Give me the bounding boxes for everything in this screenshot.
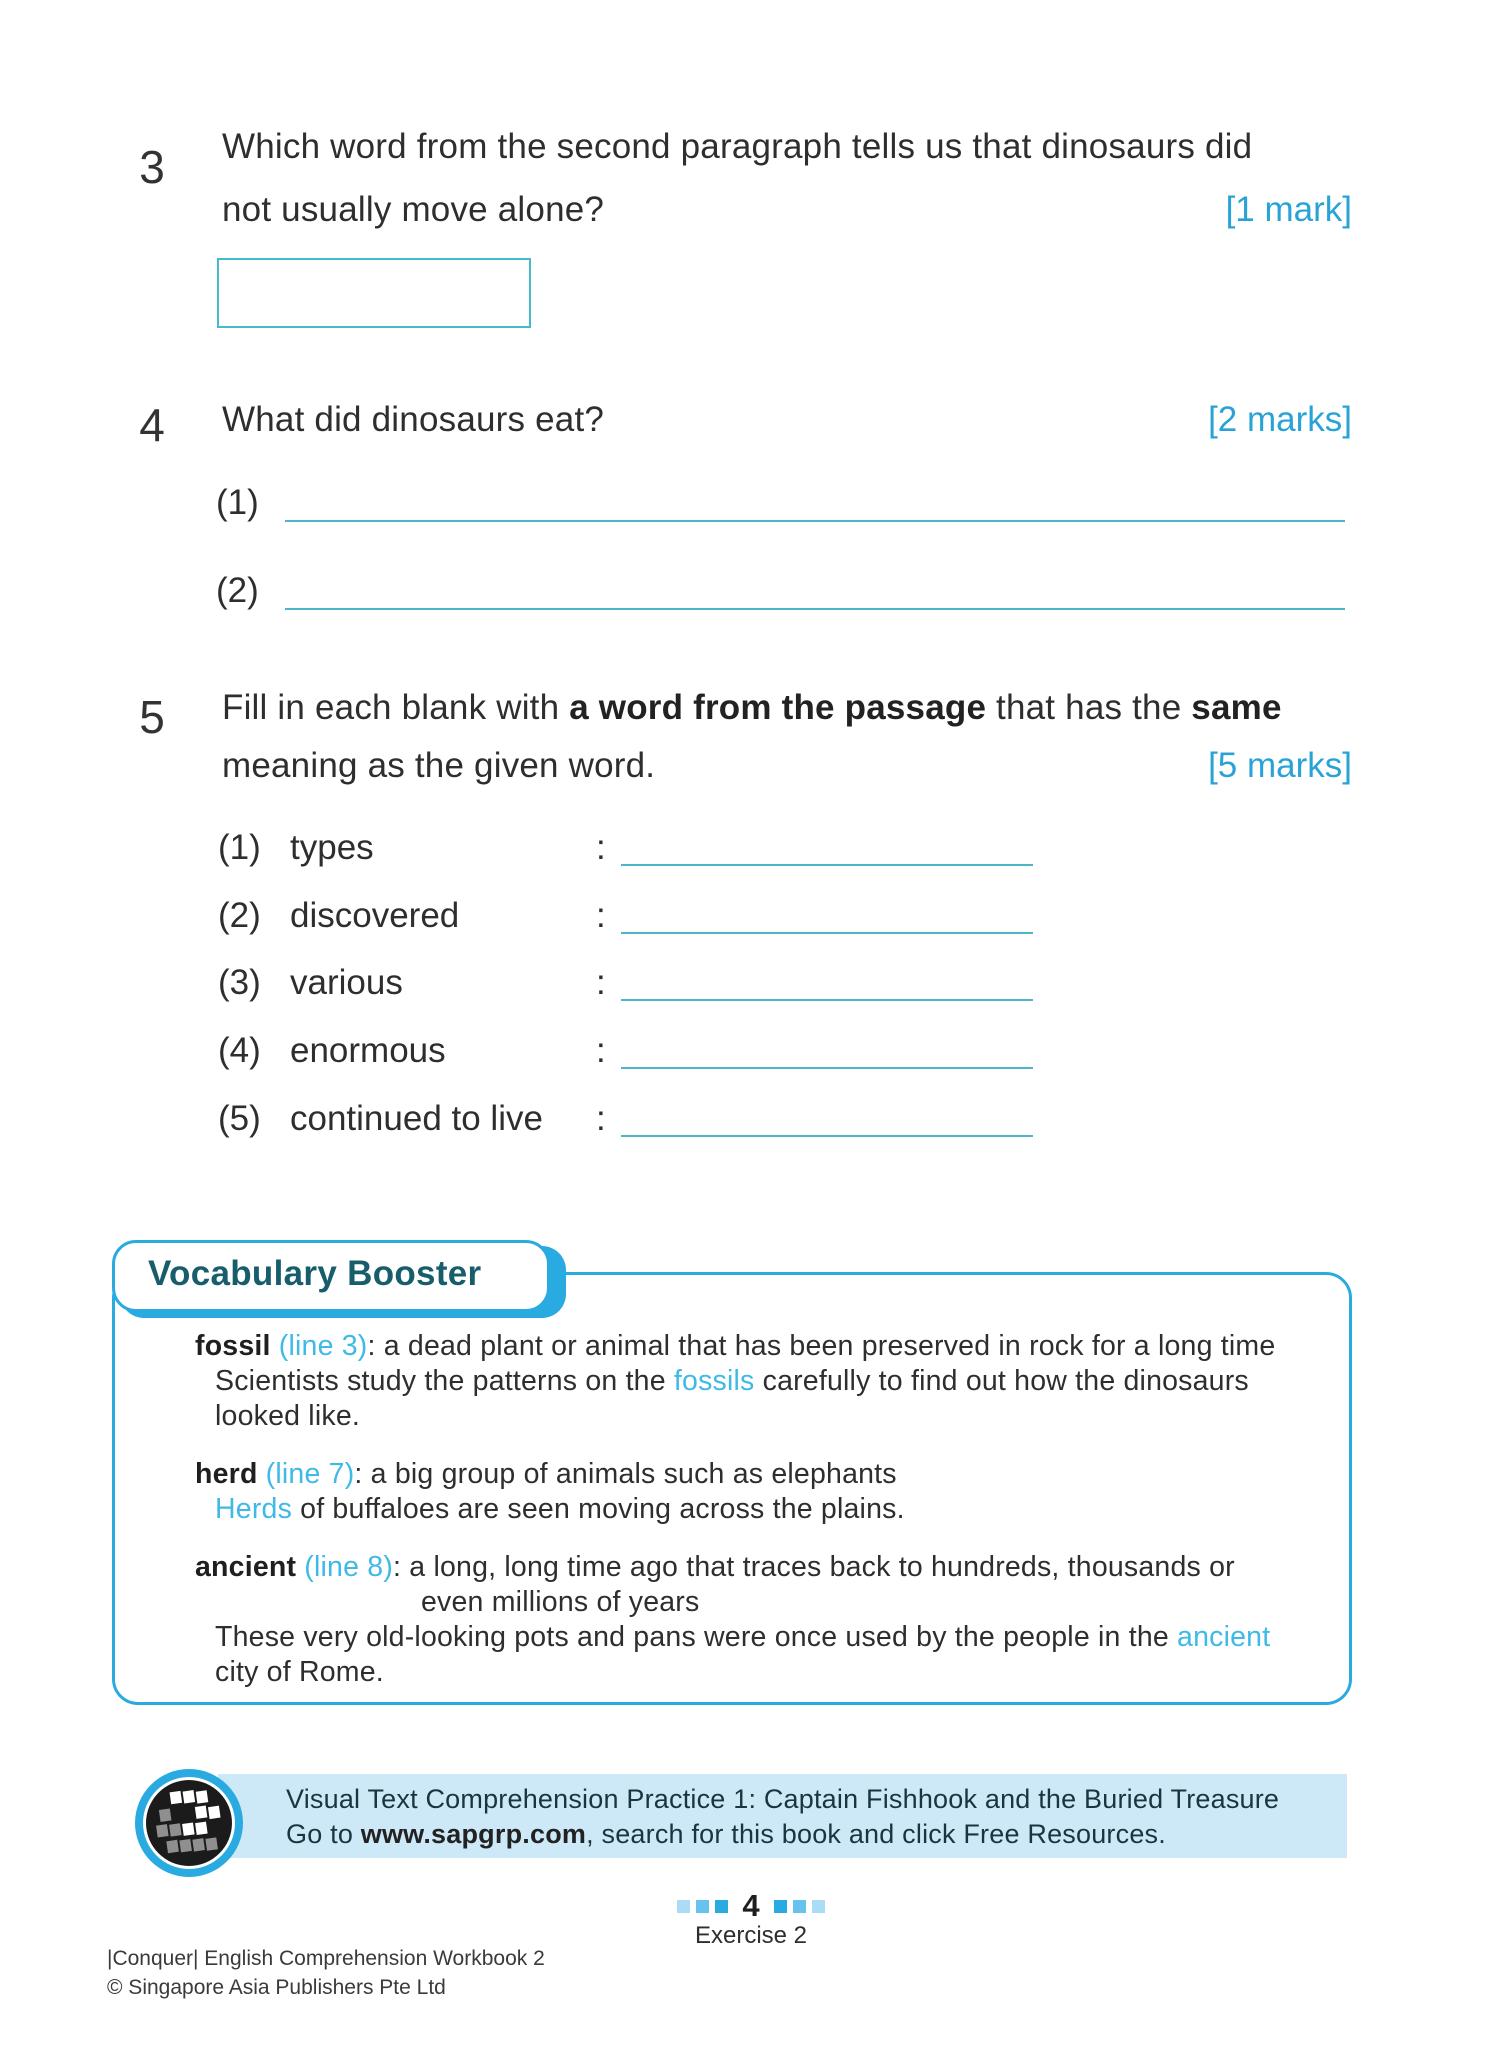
answer-line[interactable]: [285, 480, 1345, 522]
page-marker-square: [774, 1900, 787, 1913]
item-label: (5): [218, 1099, 261, 1138]
answer-line[interactable]: [621, 999, 1033, 1001]
question-3-marks: [1 mark]: [1225, 190, 1352, 229]
banner-line1: Visual Text Comprehension Practice 1: Captain Fishhook and the Buried Treasure: [286, 1784, 1280, 1814]
question-number: 5: [139, 691, 165, 743]
copyright: © Singapore Asia Publishers Pte Ltd: [107, 1976, 446, 1999]
page-marker-square: [812, 1900, 825, 1913]
answer-box[interactable]: [217, 258, 531, 328]
book-title: |Conquer| English Comprehension Workbook 2: [107, 1947, 545, 1970]
bold-text-segment: a word from the passage: [569, 688, 987, 727]
blank-label: (1): [216, 483, 259, 522]
item-label: (4): [218, 1031, 261, 1070]
vocab-word: herd: [195, 1458, 258, 1490]
vocab-word: fossil: [195, 1330, 271, 1362]
item-word: continued to live: [290, 1099, 543, 1138]
highlighted-word: fossils: [673, 1365, 755, 1397]
vocabulary-booster-title: Vocabulary Booster: [148, 1254, 482, 1293]
item-colon: :: [596, 828, 606, 867]
text-segment: that has the: [986, 688, 1192, 727]
item-label: (1): [218, 828, 261, 867]
text-segment: :: [393, 1551, 410, 1583]
definition-text: a long, long time ago that traces back to hundreds, thousands or: [409, 1551, 1235, 1583]
question-3-star-badge: [98, 108, 206, 216]
item-colon: :: [596, 963, 606, 1002]
text-segment: Fill in each blank with: [222, 688, 570, 727]
text-segment: These very old-looking pots and pans were once used by the people in the: [215, 1621, 1178, 1653]
highlighted-word: ancient: [1177, 1621, 1271, 1653]
line-reference: (line 3): [270, 1330, 368, 1362]
answer-line[interactable]: [621, 864, 1033, 866]
page-indicator: [601, 1888, 901, 1924]
vocab-entry-definition: [195, 1330, 1275, 1363]
question-5-star-badge: [98, 658, 206, 766]
sap-resources-icon: [134, 1768, 244, 1878]
vocab-example: [215, 1493, 905, 1526]
text-segment: of buffaloes are seen moving across the plains.: [292, 1493, 905, 1525]
page-marker-square: [715, 1900, 728, 1913]
blank-label: (2): [216, 571, 259, 610]
question-4-title: What did dinosaurs eat?: [222, 400, 605, 439]
question-number: 4: [139, 399, 165, 451]
definition-text: a dead plant or animal that has been preserved in rock for a long time: [383, 1330, 1276, 1362]
vocab-example: looked like.: [215, 1400, 360, 1432]
vocab-entry-definition: [195, 1551, 1235, 1584]
banner-line2: [286, 1819, 1166, 1850]
definition-text-line2: even millions of years: [421, 1586, 700, 1618]
website-link[interactable]: www.sapgrp.com: [360, 1819, 587, 1849]
text-segment: carefully to find out how the dinosaurs: [754, 1365, 1249, 1397]
item-word: enormous: [290, 1031, 446, 1070]
vocab-entry-definition: [195, 1458, 897, 1491]
text-segment: , search for this book and click Free Resources.: [586, 1819, 1166, 1849]
item-word: various: [290, 963, 403, 1002]
vocab-example: [215, 1365, 1249, 1398]
line-reference: (line 7): [257, 1458, 355, 1490]
item-colon: :: [596, 1031, 606, 1070]
page-number: 4: [742, 1888, 760, 1923]
question-5-marks: [5 marks]: [1208, 746, 1352, 785]
item-word: discovered: [290, 896, 460, 935]
text-segment: Scientists study the patterns on the: [215, 1365, 674, 1397]
page-marker-square: [696, 1900, 709, 1913]
text-segment: Go to: [286, 1819, 361, 1849]
question-5-text-line2: meaning as the given word.: [222, 746, 656, 785]
vocab-example: city of Rome.: [215, 1656, 384, 1688]
item-label: (3): [218, 963, 261, 1002]
answer-line[interactable]: [285, 568, 1345, 610]
answer-line[interactable]: [621, 1067, 1033, 1069]
answer-line[interactable]: [621, 1135, 1033, 1137]
question-number: 3: [139, 141, 165, 193]
page-marker-square: [677, 1900, 690, 1913]
question-5-text-line1: [222, 688, 1282, 728]
item-label: (2): [218, 896, 261, 935]
question-4-marks: [2 marks]: [1208, 400, 1352, 439]
line-reference: (line 8): [296, 1551, 394, 1583]
bold-text-segment: same: [1191, 688, 1282, 727]
highlighted-word: Herds: [215, 1493, 293, 1525]
page-marker-square: [793, 1900, 806, 1913]
question-3-text-line2: not usually move alone?: [222, 190, 605, 229]
question-3-text-line1: Which word from the second paragraph tells us that dinosaurs did: [222, 127, 1253, 166]
answer-line[interactable]: [621, 932, 1033, 934]
exercise-label: Exercise 2: [694, 1922, 808, 1949]
item-colon: :: [596, 896, 606, 935]
text-segment: :: [354, 1458, 371, 1490]
definition-text: a big group of animals such as elephants: [370, 1458, 897, 1490]
item-word: types: [290, 828, 374, 867]
question-4-star-badge: [98, 366, 206, 474]
vocab-word: ancient: [195, 1551, 297, 1583]
text-segment: :: [367, 1330, 384, 1362]
item-colon: :: [596, 1099, 606, 1138]
vocab-example: [215, 1621, 1270, 1654]
